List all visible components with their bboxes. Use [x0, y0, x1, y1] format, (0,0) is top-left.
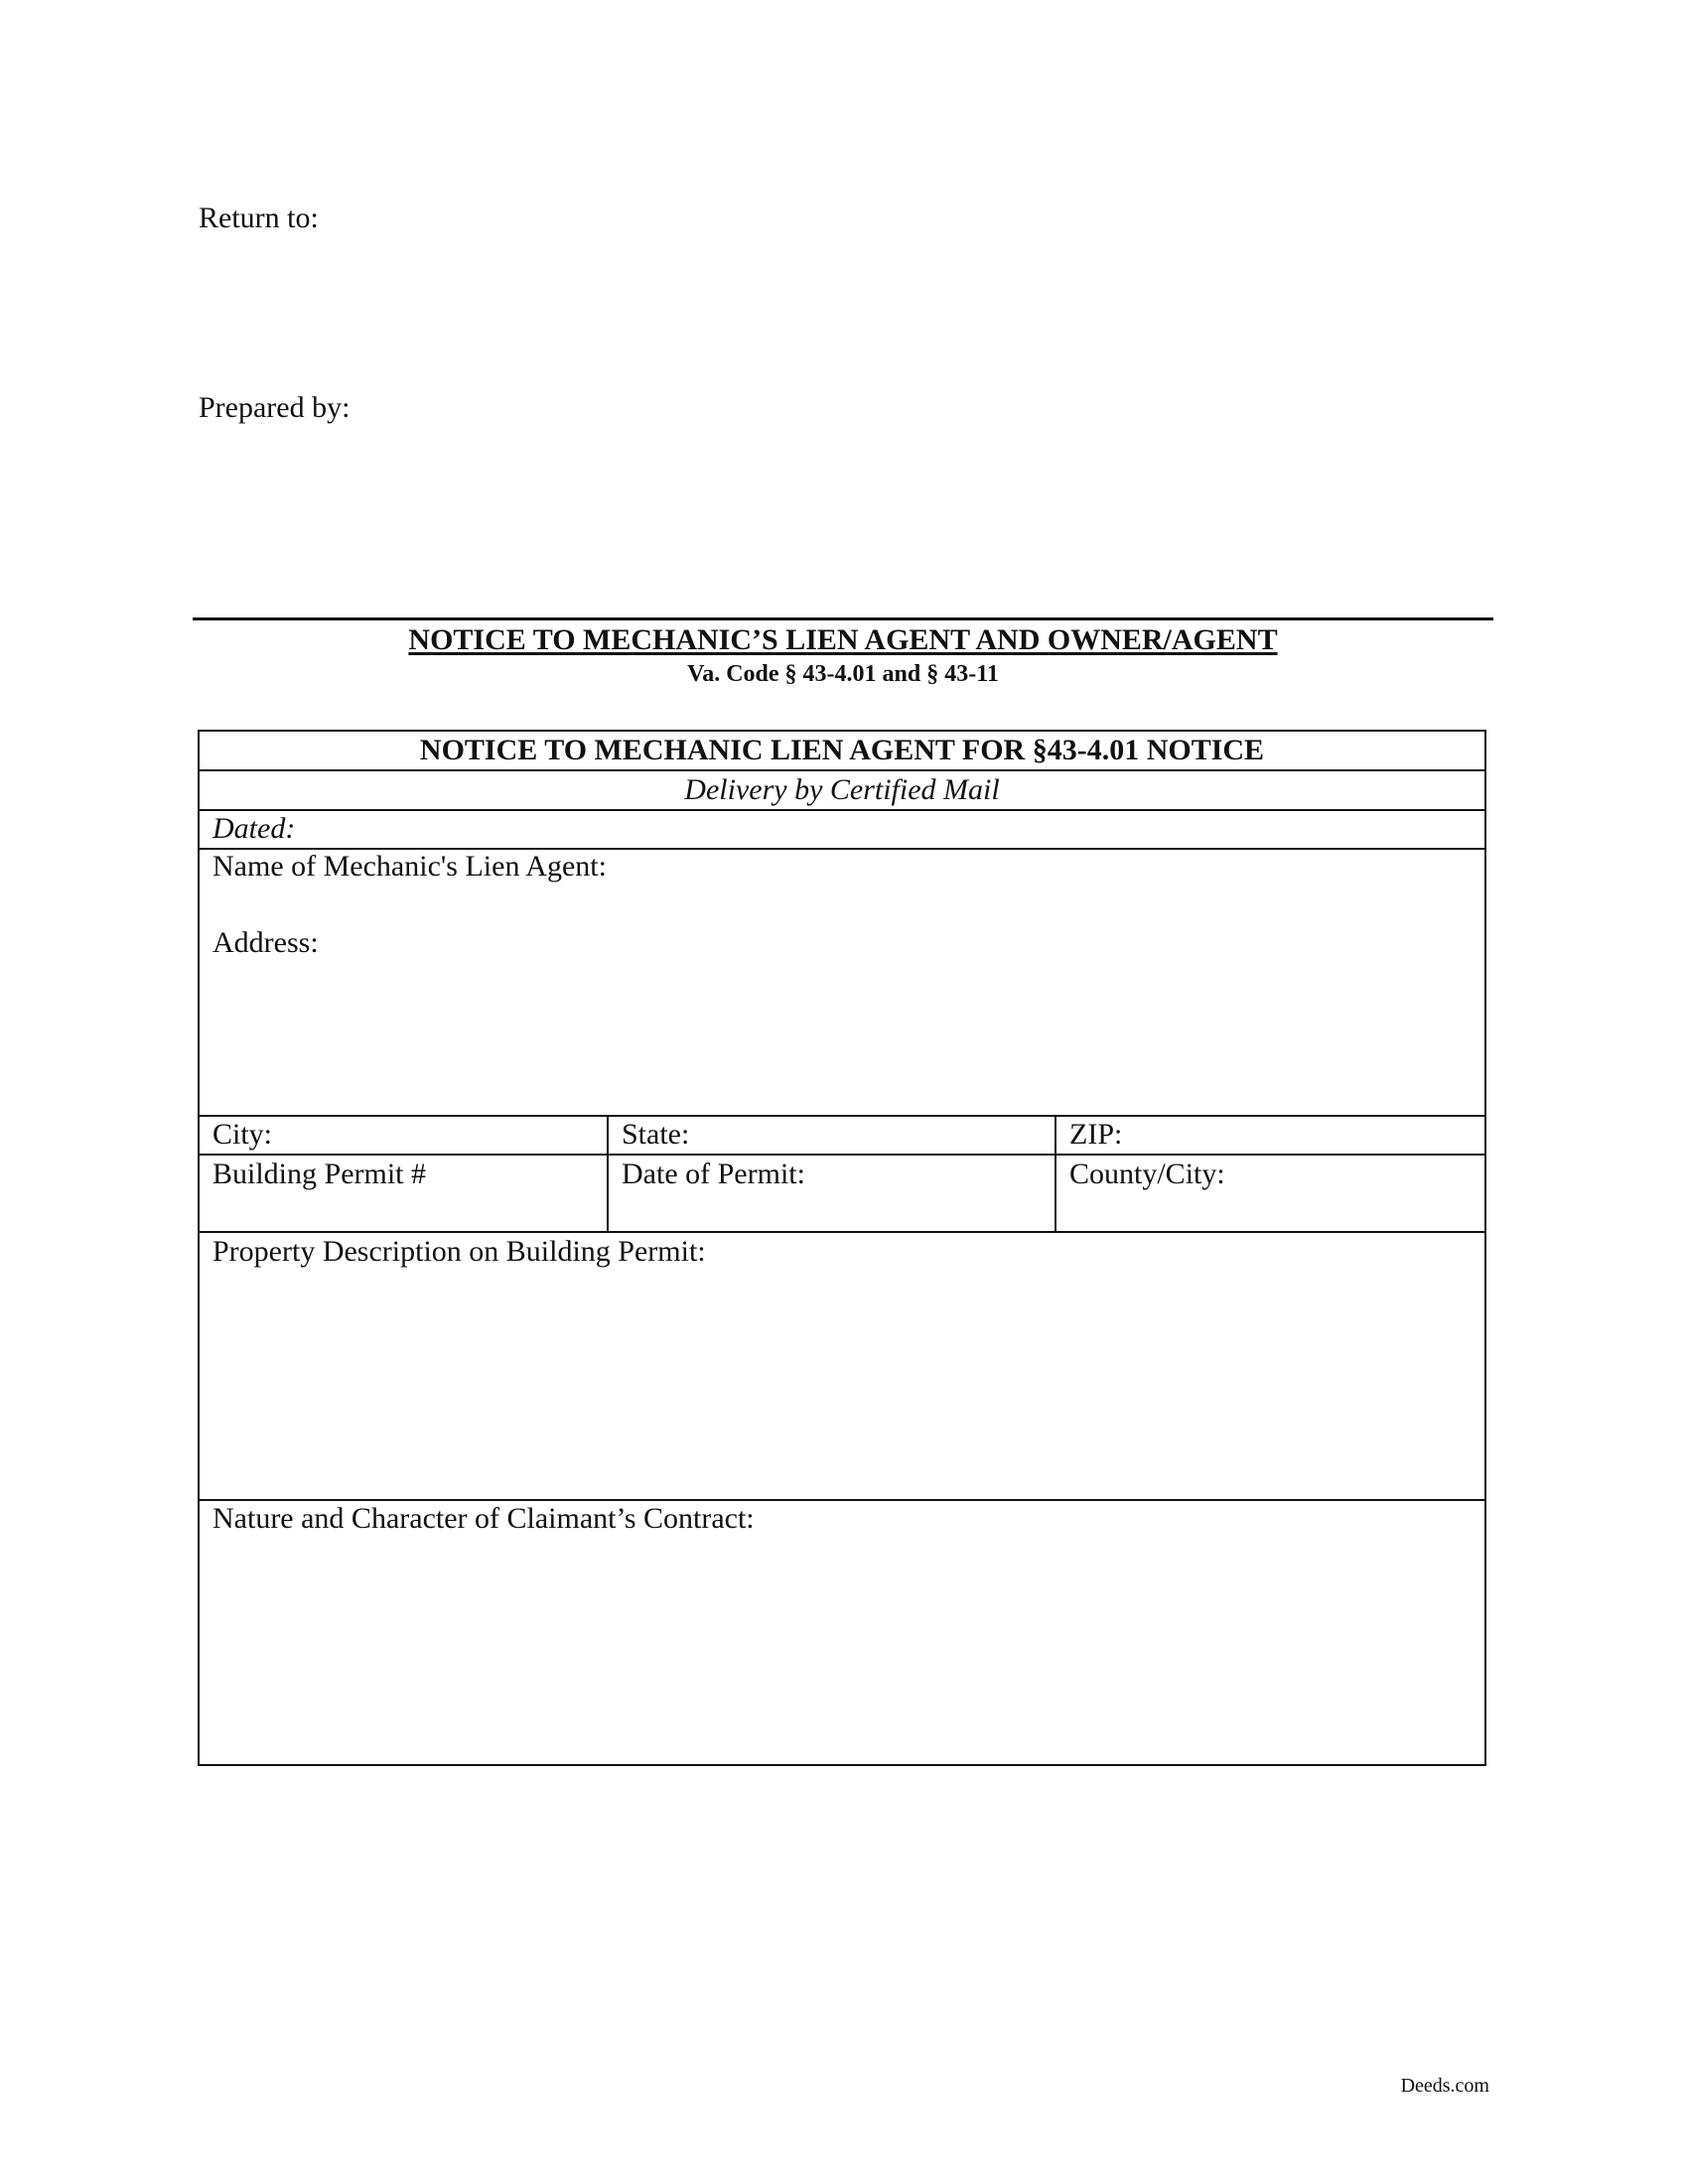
agent-name-field[interactable]: Name of Mechanic's Lien Agent:	[212, 850, 607, 883]
row-divider	[200, 1115, 1484, 1117]
county-city-field[interactable]: County/City:	[1069, 1158, 1225, 1190]
document-title	[193, 623, 1493, 657]
delivery-method: Delivery by Certified Mail	[684, 773, 1000, 806]
property-description-field[interactable]: Property Description on Building Permit:	[212, 1235, 706, 1268]
prepared-by-label: Prepared by:	[199, 391, 351, 424]
return-to-label: Return to:	[199, 202, 319, 234]
dated-field[interactable]: Dated:	[212, 812, 296, 845]
row-divider	[200, 1499, 1484, 1501]
row-divider	[200, 1231, 1484, 1233]
row-divider	[200, 1154, 1484, 1156]
date-of-permit-field[interactable]: Date of Permit:	[622, 1158, 805, 1190]
form-heading: NOTICE TO MECHANIC LIEN AGENT FOR §43-4.01 NOTICE	[419, 734, 1265, 766]
footer-brand: Deeds.com	[1400, 2075, 1489, 2097]
address-field[interactable]: Address:	[212, 926, 319, 959]
title-divider	[193, 617, 1493, 620]
building-permit-field[interactable]: Building Permit #	[212, 1158, 427, 1190]
row-divider	[200, 809, 1484, 811]
document-title-text: NOTICE TO MECHANIC’S LIEN AGENT AND OWNER/AGENT	[408, 623, 1278, 656]
zip-field[interactable]: ZIP:	[1069, 1118, 1123, 1151]
column-divider	[1055, 1115, 1056, 1231]
city-field[interactable]: City:	[212, 1118, 273, 1151]
notice-form	[198, 730, 1486, 1766]
contract-nature-field[interactable]: Nature and Character of Claimant’s Contract:	[212, 1502, 755, 1535]
code-reference: Va. Code § 43-4.01 and § 43-11	[687, 661, 999, 687]
column-divider	[607, 1115, 609, 1231]
state-field[interactable]: State:	[622, 1118, 690, 1151]
